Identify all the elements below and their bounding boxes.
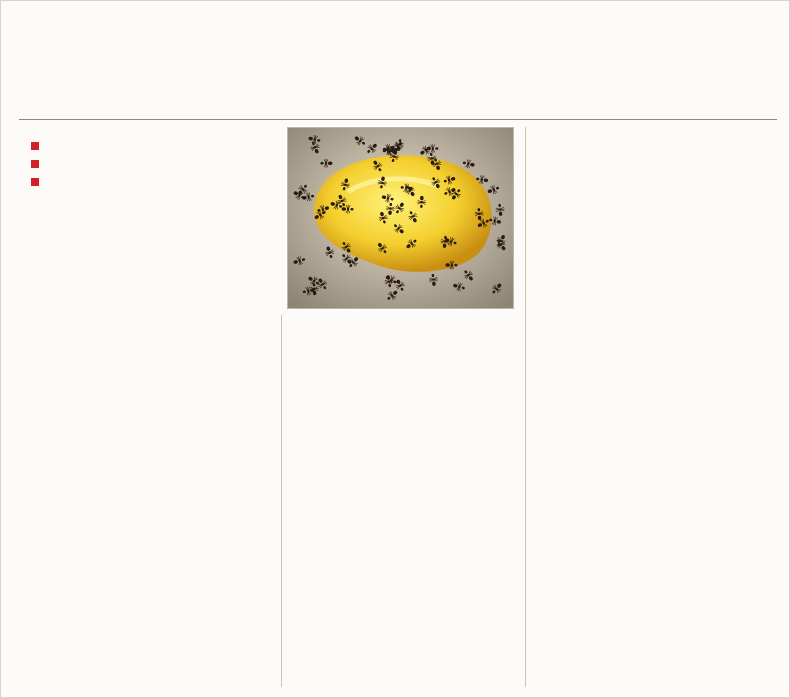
column-divider [525,127,526,687]
headline-divider [19,119,777,120]
column-divider [281,315,282,687]
ants-photo-illustration [288,128,513,308]
bullet-square-icon [31,160,39,168]
bullet-square-icon [31,178,39,186]
highlight-bullets [31,134,283,188]
article-column-3 [533,127,777,129]
article-column-2 [286,315,518,317]
article-headline [11,21,781,111]
ants-on-fruit-photo [287,127,514,309]
bullet-square-icon [31,142,39,150]
